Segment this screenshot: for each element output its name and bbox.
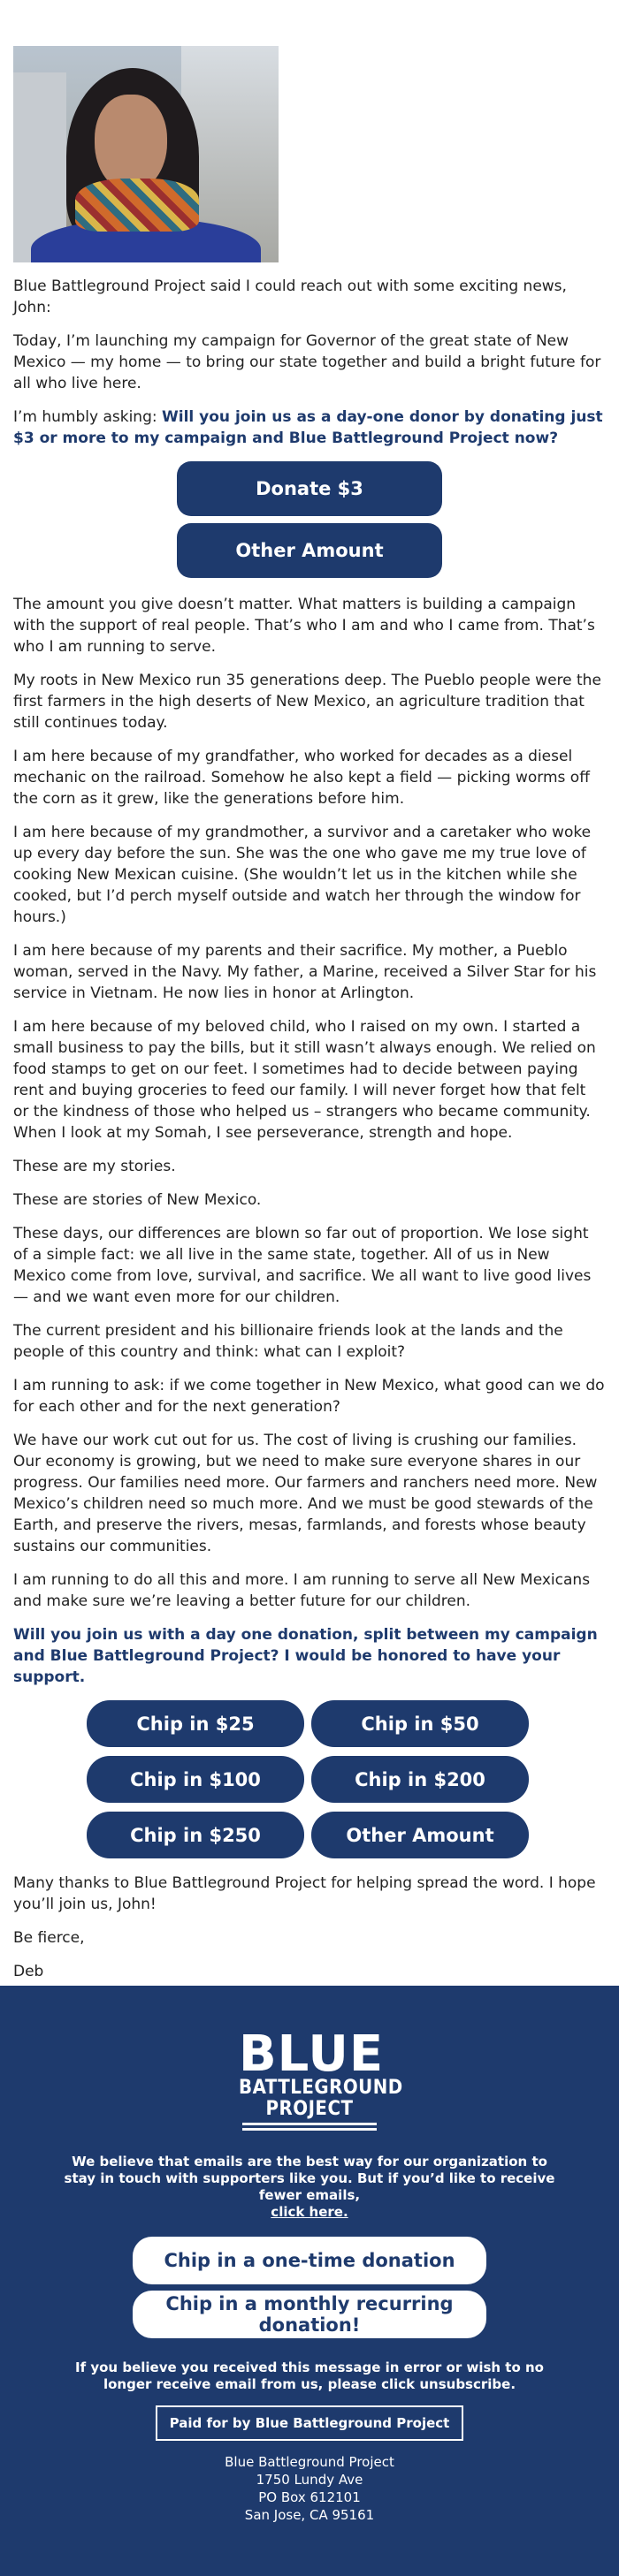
logo-line-blue: BLUE [239,2025,385,2083]
signature-text: Deb [13,1963,44,1980]
fewer-emails-text [62,2154,557,2221]
paragraph: These are my stories. [13,1158,176,1175]
chip-in-200-button[interactable]: Chip in $200 [311,1756,529,1803]
paragraph: We have our work cut out for us. The cost of living is crushing our families. Our economy is growing, but we need to make sure everyone shares in our progress. Our families need more. Our farmers and ranchers need more. New Mexico’s children need so much more. And we must be good stewards of the Earth, and preserve the rivers, mesas, farmlands, and forests whose beauty sustains our communities. [13,1432,598,1555]
one-time-donation-button[interactable]: Chip in a one-time donation [133,2237,486,2284]
footer-donate-group [0,2237,619,2338]
paragraph: The amount you give doesn’t matter. What matters is building a campaign with the support of real people. That’s who I am and who I came from. That’s who I am running to serve. [13,596,595,656]
mailing-address [0,2453,619,2524]
chip-in-50-button[interactable]: Chip in $50 [311,1700,529,1747]
other-amount-button[interactable]: Other Amount [177,523,442,578]
logo-stripes [242,2123,377,2131]
address-line: 1750 Lundy Ave [256,2472,363,2488]
chip-in-100-button[interactable]: Chip in $100 [87,1756,304,1803]
fewer-emails-copy: We believe that emails are the best way for our organization to stay in touch with supporters like you. But if you’d like to receive fewer emails, [64,2154,555,2203]
paragraph: My roots in New Mexico run 35 generations deep. The Pueblo people were the first farmers in the high deserts of New Mexico, an agriculture tradition that still continues today. [13,672,601,732]
address-line: PO Box 612101 [258,2489,361,2505]
donate-button-group [13,461,606,578]
ask-text [13,407,606,449]
logo-line-project: PROJECT [265,2098,354,2120]
candidate-photo [13,46,279,262]
ask-prefix: I’m humbly asking: [13,408,163,426]
monthly-donation-button[interactable]: Chip in a monthly recurring donation! [133,2291,486,2338]
logo-line-battleground: BATTLEGROUND [239,2077,403,2099]
paragraph: These days, our differences are blown so far out of proportion. We lose sight of a simple fact: we all live in the same state, together. All of us in New Mexico come from love, survival, and sacrifice. We all want to live good lives — and we want even more for our children. [13,1225,592,1306]
address-line: Blue Battleground Project [225,2454,394,2470]
donate-3-button[interactable]: Donate $3 [177,461,442,516]
intro-text: Blue Battleground Project said I could reach out with some exciting news, John: [13,277,567,316]
footer [0,1986,619,2576]
paragraph: I am running to ask: if we come together in New Mexico, what good can we do for each other and for the next generation? [13,1377,605,1416]
paragraph: These are stories of New Mexico. [13,1191,262,1209]
paragraph: I am here because of my grandfather, who worked for decades as a diesel mechanic on the railroad. Somehow he also kept a field — picking worms off the corn as it grew, like the generations before him. [13,748,590,808]
ask-strong: Will you join us as a day-one donor by donating just $3 or more to my campaign and Blue Battleground Project now? [13,408,603,447]
launch-text: Today, I’m launching my campaign for Governor of the great state of New Mexico — my home — to bring our state together and build a bright future for all who live here. [13,332,601,392]
paragraph: I am running to do all this and more. I am running to serve all New Mexicans and make sure we’re leaving a better future for our children. [13,1571,591,1610]
blue-battleground-logo [239,2025,403,2131]
closing-ask-text: Will you join us with a day one donation, split between my campaign and Blue Battleground Project? I would be honored to have your support. [13,1626,598,1686]
thanks-text: Many thanks to Blue Battleground Project for helping spread the word. I hope you’ll join us, John! [13,1874,596,1913]
chip-in-250-button[interactable]: Chip in $250 [87,1812,304,1858]
paragraph: I am here because of my beloved child, who I raised on my own. I started a small business to pay the bills, but it still wasn’t always enough. We relied on food stamps to get on our feet. I sometimes had to decide between paying rent and buying groceries to feed our family. I will never forget how that felt or the kindness of those who helped us – strangers who became community. When I look at my Somah, I see perseverance, strength and hope. [13,1018,596,1142]
chip-in-25-button[interactable]: Chip in $25 [87,1700,304,1747]
paragraph: I am here because of my grandmother, a survivor and a caretaker who woke up every day before the sun. She was the one who gave me my true love of cooking New Mexican cuisine. (She wouldn’t let us in the kitchen while she cooked, but I’d perch myself outside and watch her through the window for hours.) [13,824,592,926]
paid-for-disclaimer: Paid for by Blue Battleground Project [156,2405,464,2441]
chip-in-button-grid [88,1700,531,1858]
address-line: San Jose, CA 95161 [244,2507,375,2523]
signoff-text: Be fierce, [13,1929,85,1947]
unsubscribe-text[interactable]: If you believe you received this message in error or wish to no longer receive email from us, please click unsubscribe. [75,2359,544,2392]
chip-other-amount-button[interactable]: Other Amount [311,1812,529,1858]
paragraph: I am here because of my parents and their sacrifice. My mother, a Pueblo woman, served in the Navy. My father, a Marine, received a Silver Star for his service in Vietnam. He now lies in honor at Arlington. [13,942,597,1002]
paragraph: The current president and his billionaire friends look at the lands and the people of this country and think: what can I exploit? [13,1322,563,1361]
click-here-link[interactable]: click here. [271,2204,348,2220]
